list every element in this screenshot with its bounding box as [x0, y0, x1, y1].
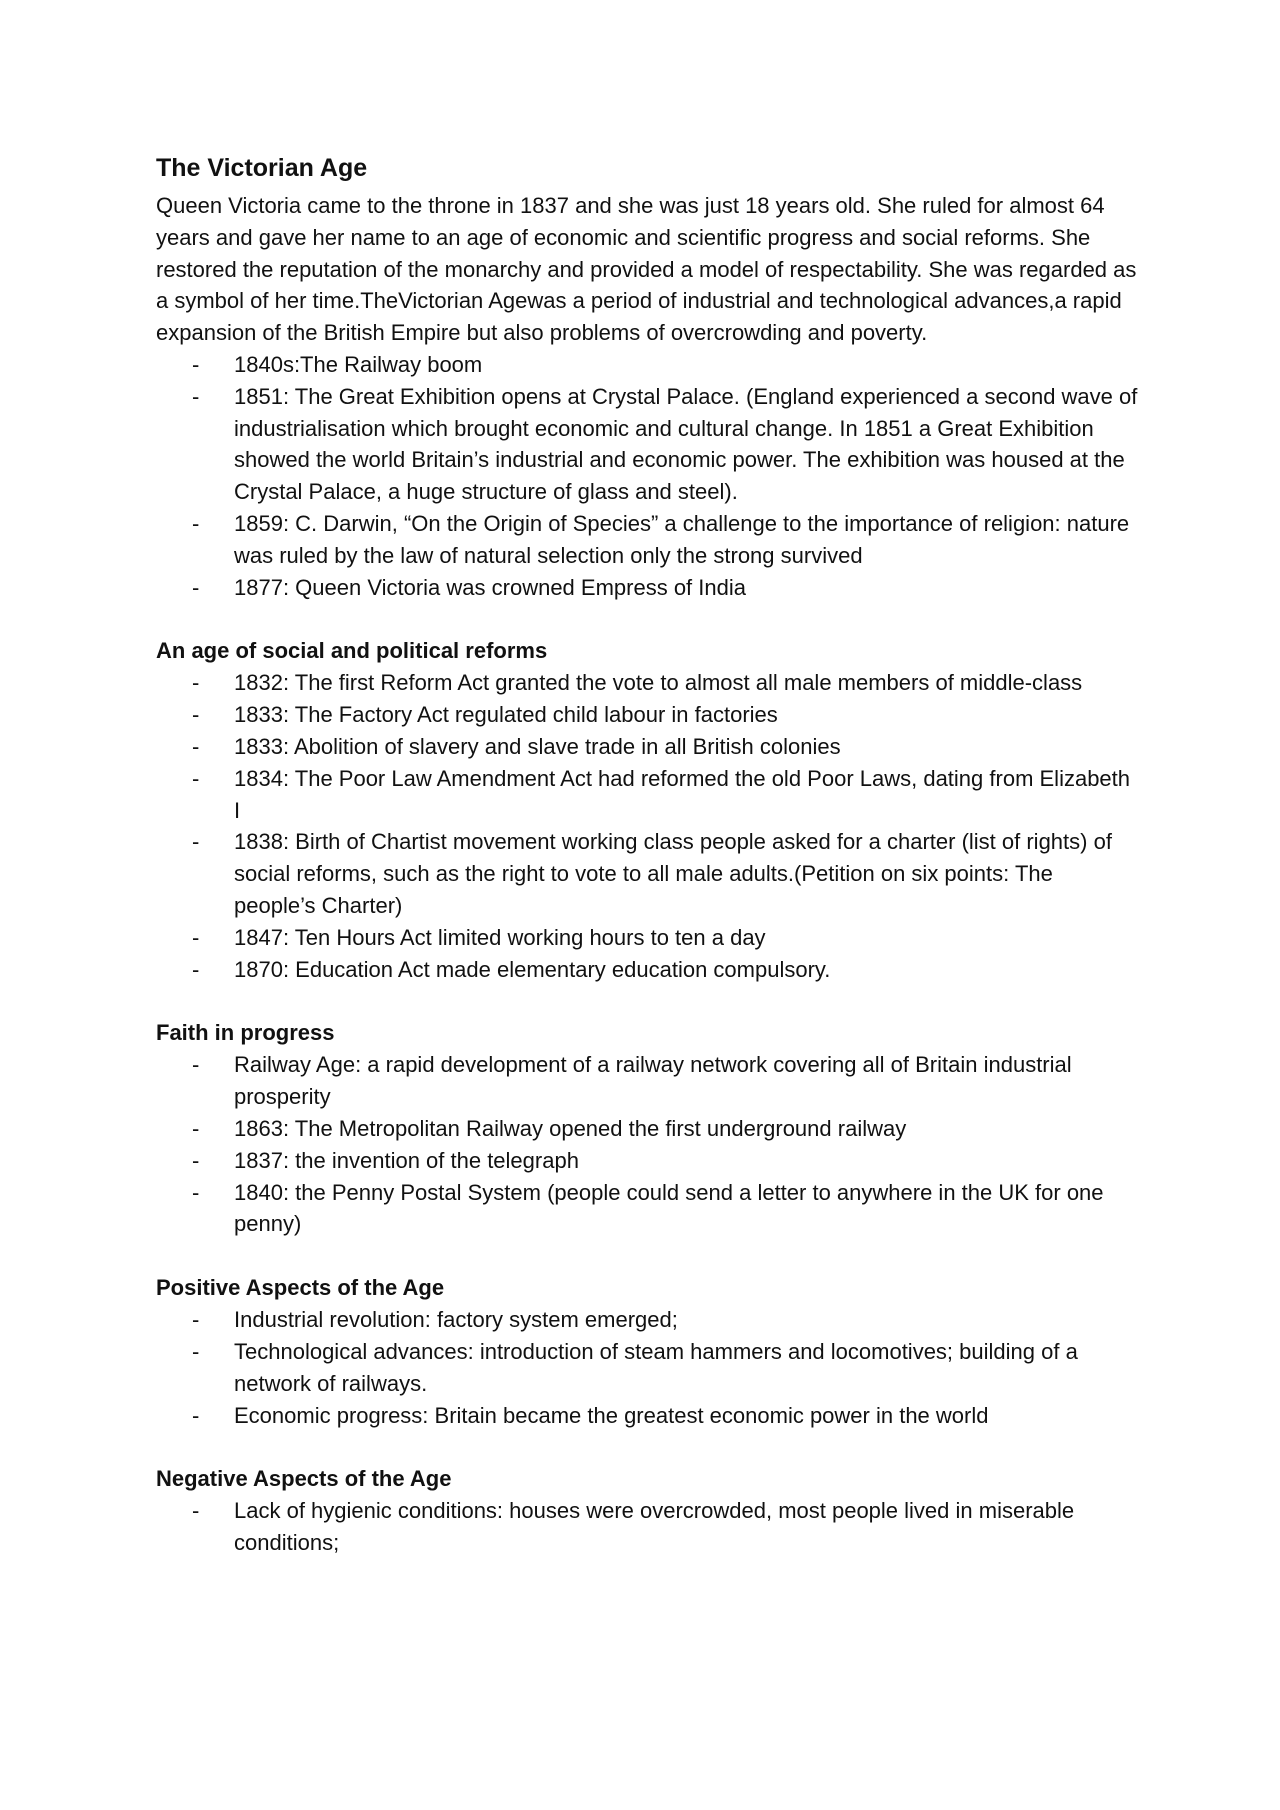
list-item: - 1833: The Factory Act regulated child labour in factories: [156, 699, 1138, 731]
list-item: - 1863: The Metropolitan Railway opened the first underground railway: [156, 1113, 1138, 1145]
bullet-dash: -: [192, 574, 200, 600]
page-title: The Victorian Age: [156, 154, 368, 182]
list-item: - Industrial revolution: factory system emerged;: [156, 1304, 1138, 1336]
bullet-dash: -: [192, 1402, 200, 1428]
list-item: - Railway Age: a rapid development of a railway network covering all of Britain industrial prosperity: [156, 1049, 1138, 1113]
section-heading: Negative Aspects of the Age: [156, 1466, 452, 1492]
bullet-dash: -: [192, 510, 200, 536]
bullet-dash: -: [192, 1338, 200, 1364]
list-item: - 1847: Ten Hours Act limited working hours to ten a day: [156, 922, 1138, 954]
bullet-dash: -: [192, 1147, 200, 1173]
bullet-dash: -: [192, 924, 200, 950]
progress-list: [156, 1049, 1138, 1240]
list-item: - 1838: Birth of Chartist movement working class people asked for a charter (list of rights) of social reforms, such as the right to vote to all male adults.(Petition on six points: The people’s Charter): [156, 826, 1138, 921]
list-item: - 1834: The Poor Law Amendment Act had reformed the old Poor Laws, dating from Elizabeth I: [156, 763, 1138, 827]
list-item: - 1859: C. Darwin, “On the Origin of Species” a challenge to the importance of religion: nature was ruled by the law of natural selection only the strong survived: [156, 508, 1138, 572]
section-negative-aspects: [156, 1463, 1138, 1559]
bullet-dash: -: [192, 1052, 200, 1078]
bullet-dash: -: [192, 1179, 200, 1205]
list-item: - Technological advances: introduction of steam hammers and locomotives; building of a network of railways.: [156, 1336, 1138, 1400]
timeline-list: [156, 349, 1138, 603]
list-item: - 1870: Education Act made elementary education compulsory.: [156, 954, 1138, 986]
positive-list: [156, 1304, 1138, 1431]
bullet-dash: -: [192, 702, 200, 728]
list-item: - Lack of hygienic conditions: houses were overcrowded, most people lived in miserable conditions;: [156, 1495, 1138, 1559]
list-item: - 1877: Queen Victoria was crowned Empress of India: [156, 572, 1138, 604]
bullet-dash: -: [192, 1115, 200, 1141]
intro-paragraph: Queen Victoria came to the throne in 1837 and she was just 18 years old. She ruled for almost 64 years and gave her name to an age of economic and scientific progress and social reforms. She restored the reputation of the monarchy and provided a model of respectability. She was regarded as a symbol of her time.TheVictorian Agewas a period of industrial and technological advances,a rapid expansion of the British Empire but also problems of overcrowding and poverty.: [156, 193, 1137, 346]
bullet-dash: -: [192, 829, 200, 855]
list-item: - 1833: Abolition of slavery and slave trade in all British colonies: [156, 731, 1138, 763]
section-heading: An age of social and political reforms: [156, 638, 548, 664]
bullet-dash: -: [192, 351, 200, 377]
bullet-dash: -: [192, 1498, 200, 1524]
section-positive-aspects: [156, 1272, 1138, 1431]
bullet-dash: -: [192, 765, 200, 791]
reforms-list: [156, 667, 1138, 985]
list-item: - 1851: The Great Exhibition opens at Crystal Palace. (England experienced a second wave of industrialisation which brought economic and cultural change. In 1851 a Great Exhibition showed the world Britain’s industrial and economic power. The exhibition was housed at the Crystal Palace, a huge structure of glass and steel).: [156, 381, 1138, 508]
negative-list: [156, 1495, 1138, 1559]
section-social-political-reforms: [156, 635, 1138, 985]
section-heading: Positive Aspects of the Age: [156, 1275, 445, 1301]
list-item: - Economic progress: Britain became the greatest economic power in the world: [156, 1400, 1138, 1432]
list-item: - 1840: the Penny Postal System (people could send a letter to anywhere in the UK for one penny): [156, 1177, 1138, 1241]
list-item: - 1837: the invention of the telegraph: [156, 1145, 1138, 1177]
list-item: - 1832: The first Reform Act granted the vote to almost all male members of middle-class: [156, 667, 1138, 699]
bullet-dash: -: [192, 670, 200, 696]
bullet-dash: -: [192, 383, 200, 409]
bullet-dash: -: [192, 1307, 200, 1333]
bullet-dash: -: [192, 733, 200, 759]
section-heading: Faith in progress: [156, 1020, 335, 1046]
bullet-dash: -: [192, 956, 200, 982]
list-item: - 1840s:The Railway boom: [156, 349, 1138, 381]
document-content: [156, 150, 1138, 1559]
section-faith-in-progress: [156, 1017, 1138, 1240]
